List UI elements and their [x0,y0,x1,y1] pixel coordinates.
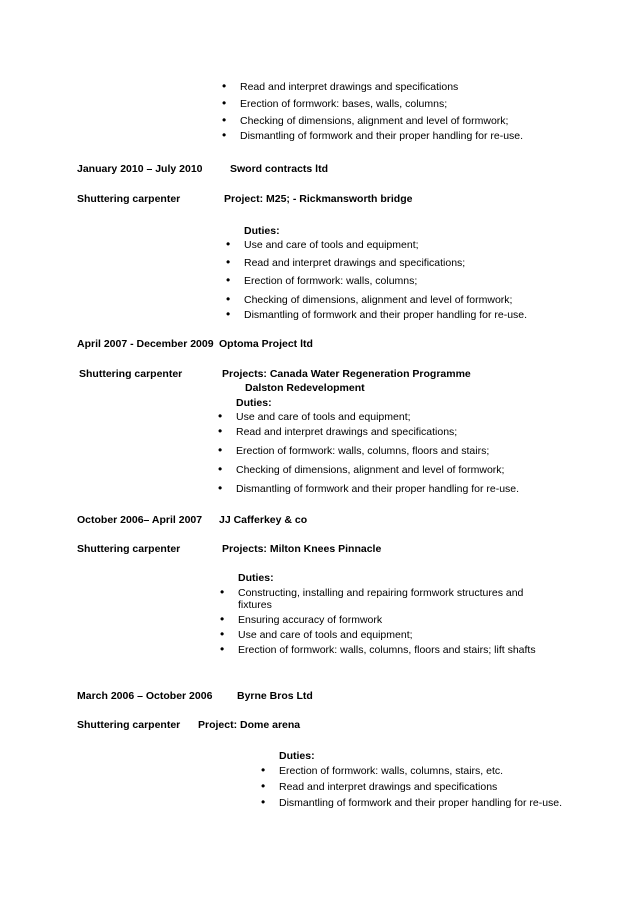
duty-text: Checking of dimensions, alignment and level of formwork; [244,294,513,306]
duty-text: Read and interpret drawings and specifications; [244,257,466,269]
job-dates: March 2006 – October 2006 [77,690,213,702]
duty-text: Read and interpret drawings and specifications; [236,426,458,438]
job-company: JJ Cafferkey & co [219,514,308,526]
job-company: Sword contracts ltd [230,163,329,175]
duty-text: Erection of formwork: walls, columns, floors and stairs; [236,445,490,457]
list-item [222,115,562,127]
duties-label: Duties: [236,397,272,409]
list-item [222,130,562,142]
duties-list [218,411,568,495]
duties-label: Duties: [279,750,315,762]
duty-text: Dismantling of formwork and their proper handling for re-use. [244,309,528,321]
duty-text: Dismantling of formwork and their proper handling for re-use. [236,483,520,495]
list-item [220,614,560,626]
list-item [261,797,567,809]
list-item [218,464,568,476]
duties-list [220,587,560,656]
job-dates: April 2007 - December 2009 [77,338,214,350]
job-project: Projects: Milton Knees Pinnacle [222,543,382,555]
list-item [261,765,567,777]
duty-text: Erection of formwork: bases, walls, columns; [240,98,448,110]
list-item [222,81,562,93]
list-item [220,587,560,611]
list-item [218,483,568,495]
list-item [218,445,568,457]
list-item [218,426,568,438]
list-item [226,309,566,321]
top-duties-list [222,81,562,142]
job-company: Optoma Project ltd [219,338,313,350]
duty-text: Constructing, installing and repairing formwork structures and fixtures [238,587,524,611]
duties-label: Duties: [244,225,280,237]
list-item [222,98,562,110]
duty-text: Checking of dimensions, alignment and level of formwork; [236,464,505,476]
list-item [226,239,566,251]
duties-list [226,239,566,321]
job-role: Shuttering carpenter [77,193,181,205]
list-item [226,257,566,269]
job-project-secondary: Dalston Redevelopment [245,382,365,394]
job-project: Projects: Canada Water Regeneration Programme [222,368,471,380]
job-role: Shuttering carpenter [79,368,183,380]
duty-text: Read and interpret drawings and specifications [240,81,459,93]
duty-text: Ensuring accuracy of formwork [238,614,383,626]
duty-text: Use and care of tools and equipment; [244,239,419,251]
job-company: Byrne Bros Ltd [237,690,313,702]
list-item [226,294,566,306]
duty-text: Erection of formwork: walls, columns, floors and stairs; lift shafts [238,644,536,656]
duty-text: Erection of formwork: walls, columns; [244,275,418,287]
duty-text: Dismantling of formwork and their proper handling for re-use. [279,797,563,809]
duty-text: Erection of formwork: walls, columns, stairs, etc. [279,765,504,777]
list-item [261,781,567,793]
job-project: Project: Dome arena [198,719,301,731]
duties-list [261,765,567,809]
duties-label: Duties: [238,572,274,584]
duty-text: Checking of dimensions, alignment and level of formwork; [240,115,509,127]
job-dates: October 2006– April 2007 [77,514,203,526]
list-item [218,411,568,423]
list-item [226,275,566,287]
job-role: Shuttering carpenter [77,543,181,555]
duty-text: Dismantling of formwork and their proper handling for re-use. [240,130,524,142]
duty-text: Read and interpret drawings and specifications [279,781,498,793]
duty-text: Use and care of tools and equipment; [236,411,411,423]
job-dates: January 2010 – July 2010 [77,163,203,175]
job-project: Project: M25; - Rickmansworth bridge [224,193,413,205]
list-item [220,629,560,641]
list-item [220,644,560,656]
job-role: Shuttering carpenter [77,719,181,731]
duty-text: Use and care of tools and equipment; [238,629,413,641]
